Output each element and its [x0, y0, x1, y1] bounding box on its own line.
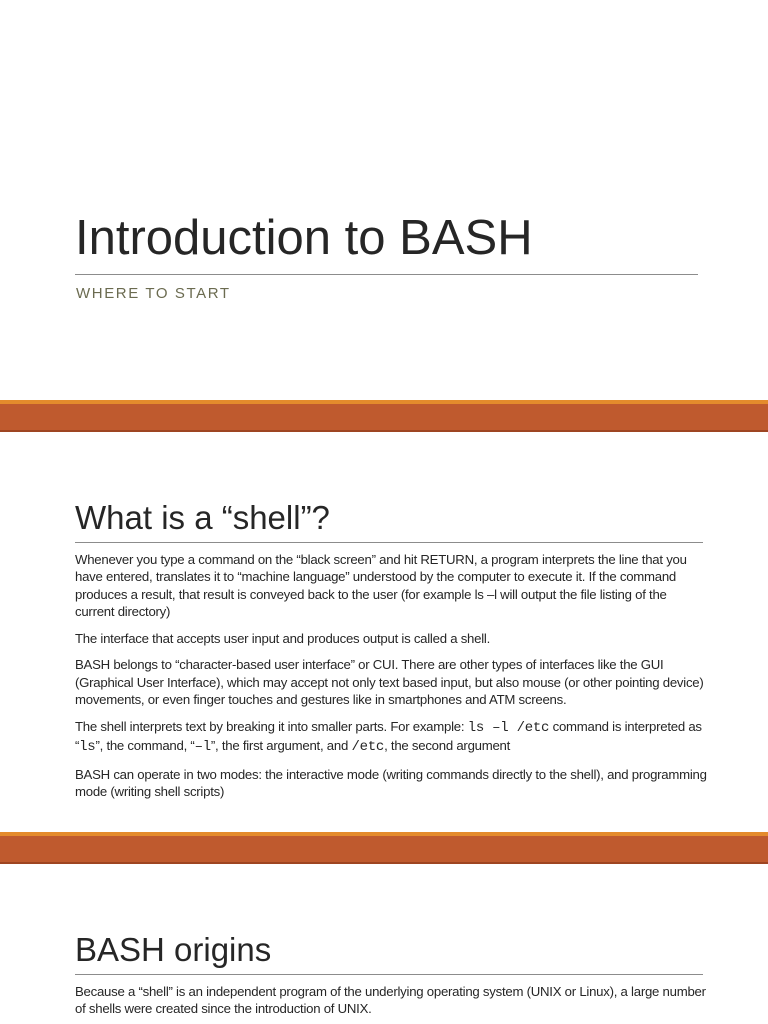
paragraph-origins: Because a “shell” is an independent program of the underlying operating system (UNIX or Linux), a large number of shells were created since the introduction of UNIX.: [75, 984, 706, 1017]
slide-separator-band: [0, 400, 768, 432]
parsing-text-5: , the second argument: [384, 738, 511, 754]
slide-separator-band: [0, 832, 768, 864]
code-ls-command: ls –l /etc: [467, 719, 550, 736]
slide-heading: What is a “shell”?: [75, 499, 330, 536]
slide-body: [75, 983, 707, 1024]
heading-divider: [75, 974, 703, 975]
slide-body: [75, 551, 707, 810]
title-divider: [75, 274, 698, 275]
slide-heading: BASH origins: [75, 931, 272, 968]
parsing-text-4: ”, the first argument, and: [210, 738, 352, 754]
paragraph-bash-modes: BASH can operate in two modes: the interactive mode (writing commands directly to the shell), and programming mode (writing shell scripts): [75, 766, 707, 800]
origins-slide: [0, 864, 768, 1024]
heading-divider: [75, 542, 703, 543]
separator-accent-stripe: [0, 400, 768, 404]
title-slide: [0, 0, 768, 400]
presentation-title: Introduction to BASH: [75, 211, 533, 265]
paragraph-parsing-example: [75, 718, 707, 757]
code-flag: –l: [194, 739, 211, 756]
shell-slide: [0, 432, 768, 832]
parsing-text-1: The shell interprets text by breaking it into smaller parts. For example:: [75, 718, 468, 734]
parsing-text-3: ”, the command, “: [95, 738, 195, 754]
presentation-subtitle: WHERE TO START: [76, 285, 231, 302]
paragraph-shell-definition: Whenever you type a command on the “black screen” and hit RETURN, a program interprets the line that you have entered, translates it to “machine language” understood by the computer to execute it. If the command produces a result, that result is conveyed back to the user (for example ls –l will output the file listing of the current directory): [75, 552, 687, 619]
paragraph-cui-gui: BASH belongs to “character-based user interface” or CUI. There are other types of interfaces like the GUI (Graphical User Interface), which may accept not only text based input, but also mouse (or other pointing device) movements, or even finger touches and gestures like in smartphones and ATM screens.: [75, 657, 704, 708]
separator-accent-stripe: [0, 832, 768, 836]
code-etc: /etc: [351, 739, 385, 756]
parsing-text-2: command is interpreted as “: [75, 718, 702, 754]
paragraph-shell-interface: The interface that accepts user input and produces output is called a shell.: [75, 630, 490, 646]
code-ls: ls: [79, 739, 96, 756]
